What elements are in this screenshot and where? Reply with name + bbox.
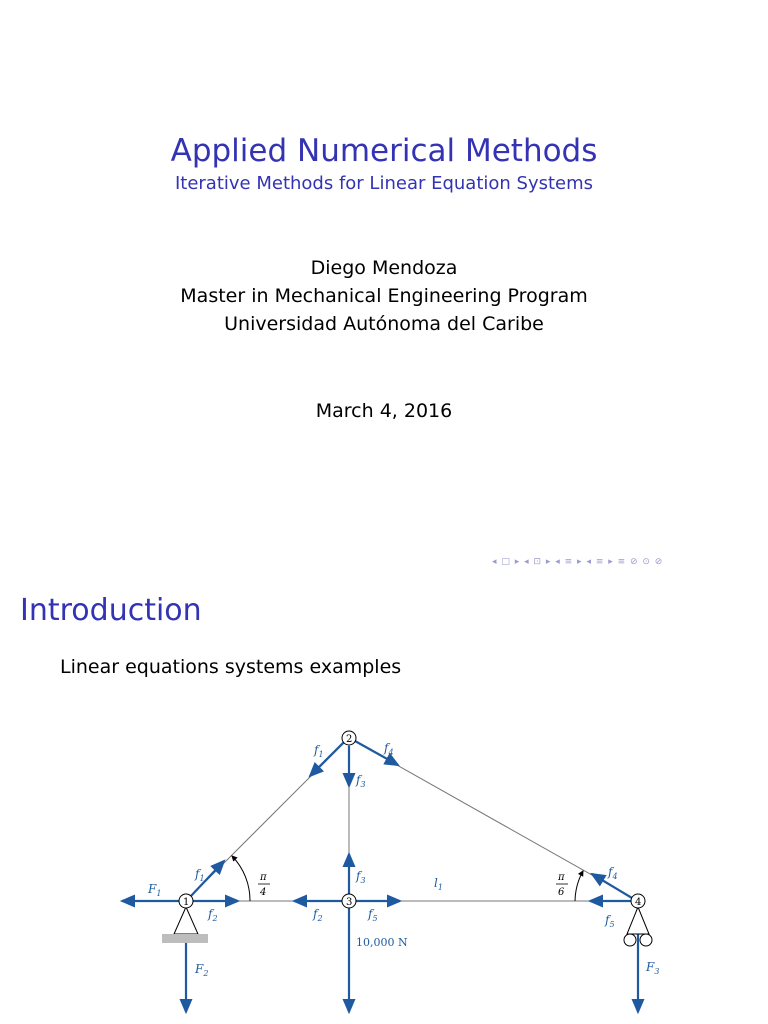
label-l1: $l_1$ <box>434 876 443 892</box>
introduction-slide <box>0 576 768 1024</box>
label-f3-node2: $f_3$ <box>356 773 366 789</box>
label-f4-node2: $f_4$ <box>384 741 394 757</box>
label-f1-node1: $f_1$ <box>195 867 205 883</box>
svg-text:3: 3 <box>346 897 353 908</box>
angle-label-pi-6 <box>556 872 568 898</box>
label-f3-node3: $f_3$ <box>356 869 366 885</box>
label-f5-node3: $f_5$ <box>368 907 378 923</box>
university-name: Universidad Autónoma del Caribe <box>224 313 544 335</box>
label-f5-node4: $f_5$ <box>605 913 615 929</box>
truss-nodes <box>179 731 645 908</box>
label-load: 10,000 N <box>356 936 408 949</box>
label-f4-node4: $f_4$ <box>608 865 618 881</box>
label-f2-node3: $f_2$ <box>313 907 323 923</box>
angle-label-pi-4 <box>258 872 270 898</box>
label-F1: $F_1$ <box>148 882 162 898</box>
svg-text:4: 4 <box>260 887 267 898</box>
svg-text:2: 2 <box>346 734 353 745</box>
presentation-date: March 4, 2016 <box>315 400 453 422</box>
label-f2-node1: $f_2$ <box>208 907 218 923</box>
svg-text:π: π <box>558 872 565 883</box>
svg-text:1: 1 <box>183 897 190 908</box>
angle-arcs <box>232 856 583 901</box>
presentation-subtitle: Iterative Methods for Linear Equation Systems <box>174 173 594 194</box>
pin-support <box>162 907 208 943</box>
label-F3: $F_3$ <box>646 960 660 976</box>
beamer-navigation[interactable]: ◂ □ ▸ ◂ ⊡ ▸ ◂ ≡ ▸ ◂ ≡ ▸ ≡ ⊘ ⊙ ⊘ <box>492 557 664 567</box>
label-F2: $F_2$ <box>195 962 209 978</box>
author-block <box>0 254 768 338</box>
frame-title: Introduction <box>20 593 202 628</box>
svg-text:6: 6 <box>558 887 565 898</box>
truss-members <box>186 738 638 901</box>
label-f1-node2: $f_1$ <box>314 743 324 759</box>
force-labels <box>147 741 659 978</box>
frame-text: Linear equations systems examples <box>60 656 402 678</box>
author-name: Diego Mendoza <box>310 257 458 279</box>
truss-diagram <box>0 726 768 1024</box>
presentation-title: Applied Numerical Methods <box>170 133 598 169</box>
svg-text:4: 4 <box>635 897 642 908</box>
program-name: Master in Mechanical Engineering Program <box>180 285 588 307</box>
svg-text:π: π <box>260 872 267 883</box>
